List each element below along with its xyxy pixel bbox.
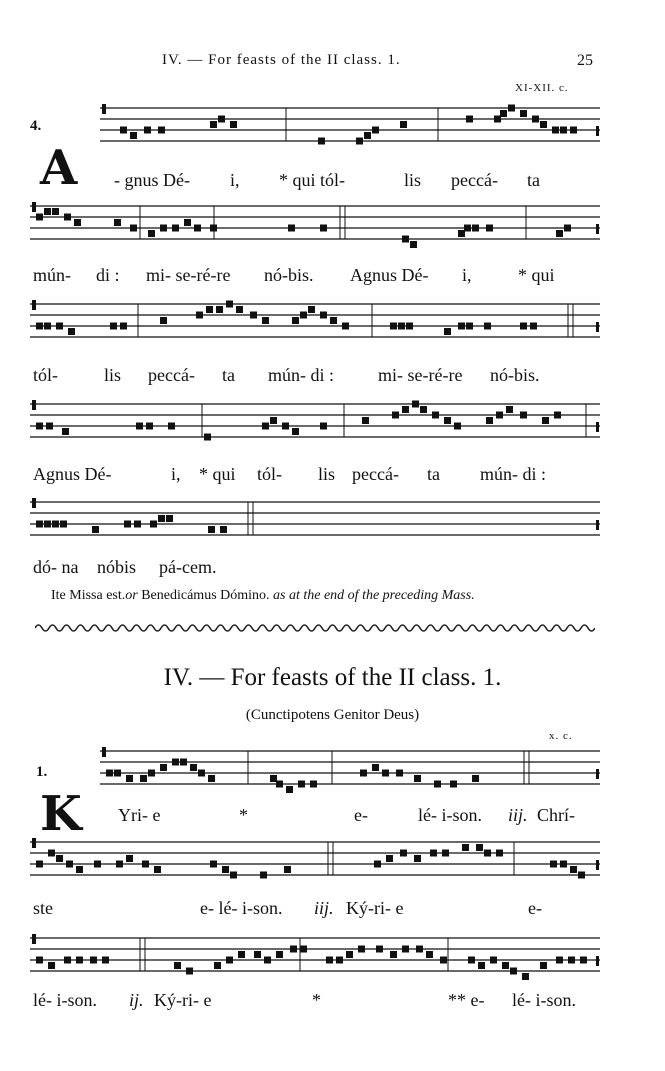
neume <box>226 957 233 964</box>
kyrie-staff-1 <box>100 743 600 803</box>
neume <box>468 957 475 964</box>
neume <box>402 236 409 243</box>
neume <box>270 775 277 782</box>
neume <box>210 121 217 128</box>
neume <box>396 770 403 777</box>
section-subtitle: (Cunctipotens Genitor Deus) <box>245 707 420 723</box>
neume <box>180 759 187 766</box>
neume <box>356 138 363 145</box>
neume <box>552 127 559 134</box>
neume <box>496 412 503 419</box>
agnus-lyrics-3 <box>0 365 665 389</box>
syllable: Chrí- <box>537 805 575 825</box>
syllable: Agnus Dé- <box>33 464 112 484</box>
custos <box>596 860 599 870</box>
neume <box>270 417 277 424</box>
custos <box>596 769 599 779</box>
neume <box>126 775 133 782</box>
neume <box>490 957 497 964</box>
neume <box>48 850 55 857</box>
neume <box>458 323 465 330</box>
neume <box>390 951 397 958</box>
neume <box>52 208 59 215</box>
neume <box>412 401 419 408</box>
syllable: dó- na <box>33 557 79 577</box>
clef <box>32 400 36 410</box>
neume <box>56 855 63 862</box>
neume <box>560 861 567 868</box>
neume <box>464 225 471 232</box>
neume <box>540 121 547 128</box>
neume <box>282 423 289 430</box>
neume <box>114 770 121 777</box>
neume <box>292 317 299 324</box>
syllable: nóbis <box>97 557 137 577</box>
neume <box>36 861 43 868</box>
neume <box>550 861 557 868</box>
syllable: di : <box>96 265 120 285</box>
syllable: nó-bis. <box>264 265 314 285</box>
neume <box>260 872 267 879</box>
neume <box>64 957 71 964</box>
neume <box>484 850 491 857</box>
neume <box>442 850 449 857</box>
neume <box>116 861 123 868</box>
neume <box>390 323 397 330</box>
neume <box>560 127 567 134</box>
syllable: Yri- e <box>118 805 161 825</box>
kyrie-lyrics-1 <box>0 805 665 829</box>
syllable: peccá- <box>352 464 399 484</box>
neume <box>508 105 515 112</box>
neume <box>262 423 269 430</box>
neume <box>496 850 503 857</box>
syllable: * <box>239 805 248 825</box>
neume <box>530 323 537 330</box>
neume <box>398 323 405 330</box>
neume <box>102 957 109 964</box>
neume <box>76 957 83 964</box>
neume <box>486 225 493 232</box>
custos <box>596 520 599 530</box>
neume <box>472 775 479 782</box>
syllable: Ký-ri- e <box>154 990 212 1010</box>
neume <box>276 781 283 788</box>
clef <box>102 747 106 757</box>
neume <box>36 214 43 221</box>
neume <box>230 872 237 879</box>
ite-missa-est: Ite Missa est. <box>51 588 126 603</box>
neume <box>184 219 191 226</box>
agnus-lyrics-4 <box>0 464 665 488</box>
neume <box>166 515 173 522</box>
neume <box>262 317 269 324</box>
neume <box>318 138 325 145</box>
neume <box>434 781 441 788</box>
neume <box>114 219 121 226</box>
neume <box>190 764 197 771</box>
neume <box>220 526 227 533</box>
neume <box>68 328 75 335</box>
neume <box>570 127 577 134</box>
neume <box>160 317 167 324</box>
syllable: e- <box>528 898 542 918</box>
neume <box>136 423 143 430</box>
page-number: 25 <box>577 52 593 69</box>
neume <box>320 225 327 232</box>
neume <box>520 323 527 330</box>
neume <box>214 962 221 969</box>
neume <box>44 208 51 215</box>
syllable: Ký-ri- e <box>346 898 404 918</box>
neume <box>290 946 297 953</box>
page-header <box>0 52 665 72</box>
neume <box>196 312 203 319</box>
syllable: nó-bis. <box>490 365 540 385</box>
neume <box>158 127 165 134</box>
neume <box>402 946 409 953</box>
agnus-staff-5 <box>30 494 600 554</box>
neume <box>148 230 155 237</box>
neume <box>144 127 151 134</box>
neume <box>342 323 349 330</box>
repeat-marker: iij. <box>314 898 334 918</box>
neume <box>542 417 549 424</box>
neume <box>36 957 43 964</box>
neume <box>154 866 161 873</box>
neume <box>64 214 71 221</box>
neume <box>56 323 63 330</box>
neume <box>402 406 409 413</box>
neume <box>110 323 117 330</box>
syllable: * qui tól- <box>279 170 345 190</box>
neume <box>206 306 213 313</box>
agnus-staff-1 <box>100 100 600 160</box>
neume <box>358 946 365 953</box>
neume <box>142 861 149 868</box>
neume <box>372 764 379 771</box>
neume <box>62 428 69 435</box>
agnus-mode: XI-XII. c. <box>515 82 569 94</box>
agnus-initial: A <box>40 140 78 196</box>
neume <box>158 515 165 522</box>
neume <box>414 775 421 782</box>
syllable: pá-cem. <box>159 557 217 577</box>
neume <box>172 759 179 766</box>
clef <box>32 300 36 310</box>
neume <box>208 526 215 533</box>
neume <box>36 323 43 330</box>
neume <box>48 962 55 969</box>
neume <box>276 951 283 958</box>
clef <box>32 202 36 212</box>
neume <box>462 844 469 851</box>
neume <box>76 866 83 873</box>
neume <box>432 412 439 419</box>
neume <box>414 855 421 862</box>
neume <box>580 957 587 964</box>
neume <box>60 521 67 528</box>
neume <box>216 306 223 313</box>
neume <box>204 434 211 441</box>
syllable: tól- <box>33 365 58 385</box>
syllable: peccá- <box>451 170 498 190</box>
section-title: IV. — For feasts of the II class. 1. <box>163 664 502 691</box>
neume <box>236 306 243 313</box>
neume <box>222 866 229 873</box>
neume <box>134 521 141 528</box>
neume <box>148 770 155 777</box>
neume <box>226 301 233 308</box>
neume <box>450 781 457 788</box>
neume <box>218 116 225 123</box>
neume <box>120 323 127 330</box>
neume <box>320 312 327 319</box>
neume <box>238 951 245 958</box>
neume <box>44 521 51 528</box>
neume <box>520 110 527 117</box>
neume <box>174 962 181 969</box>
agnus-staff-3 <box>30 296 600 356</box>
neume <box>66 861 73 868</box>
neume <box>540 962 547 969</box>
ornamental-border <box>35 620 595 636</box>
neume <box>46 423 53 430</box>
syllable: mún- <box>33 265 71 285</box>
neume <box>120 127 127 134</box>
neume <box>298 781 305 788</box>
repeat-marker: iij. <box>508 805 528 825</box>
neume <box>522 973 529 980</box>
neume <box>250 312 257 319</box>
kyrie-lyrics-3 <box>0 990 665 1014</box>
neume <box>570 866 577 873</box>
neume <box>532 116 539 123</box>
syllable: ta <box>527 170 540 190</box>
syllable: lé- i-son. <box>512 990 576 1010</box>
syllable: lis <box>404 170 422 190</box>
or-word: or <box>125 588 138 603</box>
syllable: mún- di : <box>268 365 334 385</box>
neume <box>300 312 307 319</box>
neume <box>556 230 563 237</box>
syllable: peccá- <box>148 365 195 385</box>
agnus-number: 4. <box>30 118 42 134</box>
kyrie-initial: K <box>40 786 82 842</box>
neume <box>484 323 491 330</box>
custos <box>596 322 599 332</box>
neume <box>362 417 369 424</box>
neume <box>52 521 59 528</box>
neume <box>476 844 483 851</box>
neume <box>466 116 473 123</box>
agnus-lyrics-5 <box>0 557 665 581</box>
neume <box>578 872 585 879</box>
syllable: e- <box>354 805 368 825</box>
neume <box>568 957 575 964</box>
clef <box>102 104 106 114</box>
syllable: * qui <box>518 265 555 285</box>
neume <box>336 957 343 964</box>
neume <box>364 132 371 139</box>
neume <box>500 110 507 117</box>
repeat-marker: ij. <box>129 990 144 1010</box>
neume <box>172 225 179 232</box>
neume <box>194 225 201 232</box>
running-title: IV. — For feasts of the II class. 1. <box>162 52 401 68</box>
neume <box>506 406 513 413</box>
syllable: lis <box>104 365 122 385</box>
kyrie-staff-2 <box>30 834 600 894</box>
custos <box>596 422 599 432</box>
neume <box>360 770 367 777</box>
syllable: lé- i-son. <box>418 805 482 825</box>
neume <box>44 323 51 330</box>
neume <box>386 855 393 862</box>
neume <box>74 219 81 226</box>
neume <box>510 968 517 975</box>
neume <box>382 770 389 777</box>
neume <box>140 775 147 782</box>
agnus-staff-2 <box>30 198 600 258</box>
neume <box>160 225 167 232</box>
agnus-lyrics-1 <box>0 170 665 194</box>
syllable: ta <box>222 365 235 385</box>
syllable: i, <box>171 464 181 484</box>
neume <box>520 412 527 419</box>
syllable: tól- <box>257 464 282 484</box>
neume <box>556 957 563 964</box>
neume <box>208 775 215 782</box>
neume <box>130 225 137 232</box>
neume <box>372 127 379 134</box>
syllable: ta <box>427 464 440 484</box>
neume <box>502 962 509 969</box>
neume <box>554 412 561 419</box>
neume <box>406 323 413 330</box>
neume <box>400 121 407 128</box>
benedicamus: Benedicámus Dómino. <box>141 588 270 603</box>
neume <box>36 521 43 528</box>
neume <box>392 412 399 419</box>
neume <box>124 521 131 528</box>
neume <box>288 225 295 232</box>
neume <box>374 861 381 868</box>
syllable: i, <box>230 170 240 190</box>
syllable: mún- di : <box>480 464 546 484</box>
neume <box>376 946 383 953</box>
dismissal-note <box>51 588 475 604</box>
neume <box>444 328 451 335</box>
neume <box>400 850 407 857</box>
neume <box>168 423 175 430</box>
neume <box>426 951 433 958</box>
neume <box>472 225 479 232</box>
neume <box>230 121 237 128</box>
syllable: - gnus Dé- <box>114 170 190 190</box>
neume <box>326 957 333 964</box>
syllable: i, <box>462 265 472 285</box>
neume <box>310 781 317 788</box>
custos <box>596 126 599 136</box>
neume <box>458 230 465 237</box>
neume <box>420 406 427 413</box>
neume <box>564 225 571 232</box>
neume <box>292 428 299 435</box>
syllable: ste <box>33 898 53 918</box>
neume <box>160 764 167 771</box>
neume <box>466 323 473 330</box>
neume <box>454 423 461 430</box>
clef <box>32 934 36 944</box>
clef <box>32 498 36 508</box>
neume <box>150 521 157 528</box>
neume <box>146 423 153 430</box>
syllable: mi- se-ré-re <box>378 365 463 385</box>
syllable: Agnus Dé- <box>350 265 429 285</box>
neume <box>346 951 353 958</box>
neume <box>308 306 315 313</box>
neume <box>410 241 417 248</box>
syllable: lé- i-son. <box>33 990 97 1010</box>
neume <box>254 951 261 958</box>
neume <box>90 957 97 964</box>
neume <box>284 866 291 873</box>
syllable: lis <box>318 464 336 484</box>
syllable: mi- se-ré-re <box>146 265 231 285</box>
neume <box>94 861 101 868</box>
neume <box>478 962 485 969</box>
clef <box>32 838 36 848</box>
neume <box>486 417 493 424</box>
rubric: as at the end of the preceding Mass. <box>273 588 475 603</box>
neume <box>494 116 501 123</box>
neume <box>286 786 293 793</box>
neume <box>186 968 193 975</box>
kyrie-mode: x. c. <box>549 730 573 742</box>
neume <box>198 770 205 777</box>
kyrie-lyrics-2 <box>0 898 665 922</box>
neume <box>320 423 327 430</box>
syllable: e- lé- i-son. <box>200 898 283 918</box>
neume <box>444 417 451 424</box>
neume <box>300 946 307 953</box>
neume <box>106 770 113 777</box>
neume <box>264 957 271 964</box>
neume <box>126 855 133 862</box>
syllable: * qui <box>199 464 236 484</box>
neume <box>416 946 423 953</box>
neume <box>430 850 437 857</box>
neume <box>92 526 99 533</box>
kyrie-staff-3 <box>30 930 600 990</box>
custos <box>596 956 599 966</box>
agnus-staff-4 <box>30 396 600 456</box>
neume <box>36 423 43 430</box>
kyrie-number: 1. <box>36 764 48 780</box>
syllable: ** e- <box>448 990 485 1010</box>
custos <box>596 224 599 234</box>
neume <box>440 957 447 964</box>
agnus-lyrics-2 <box>0 265 665 289</box>
neume <box>130 132 137 139</box>
syllable: * <box>312 990 321 1010</box>
neume <box>330 317 337 324</box>
neume <box>210 861 217 868</box>
